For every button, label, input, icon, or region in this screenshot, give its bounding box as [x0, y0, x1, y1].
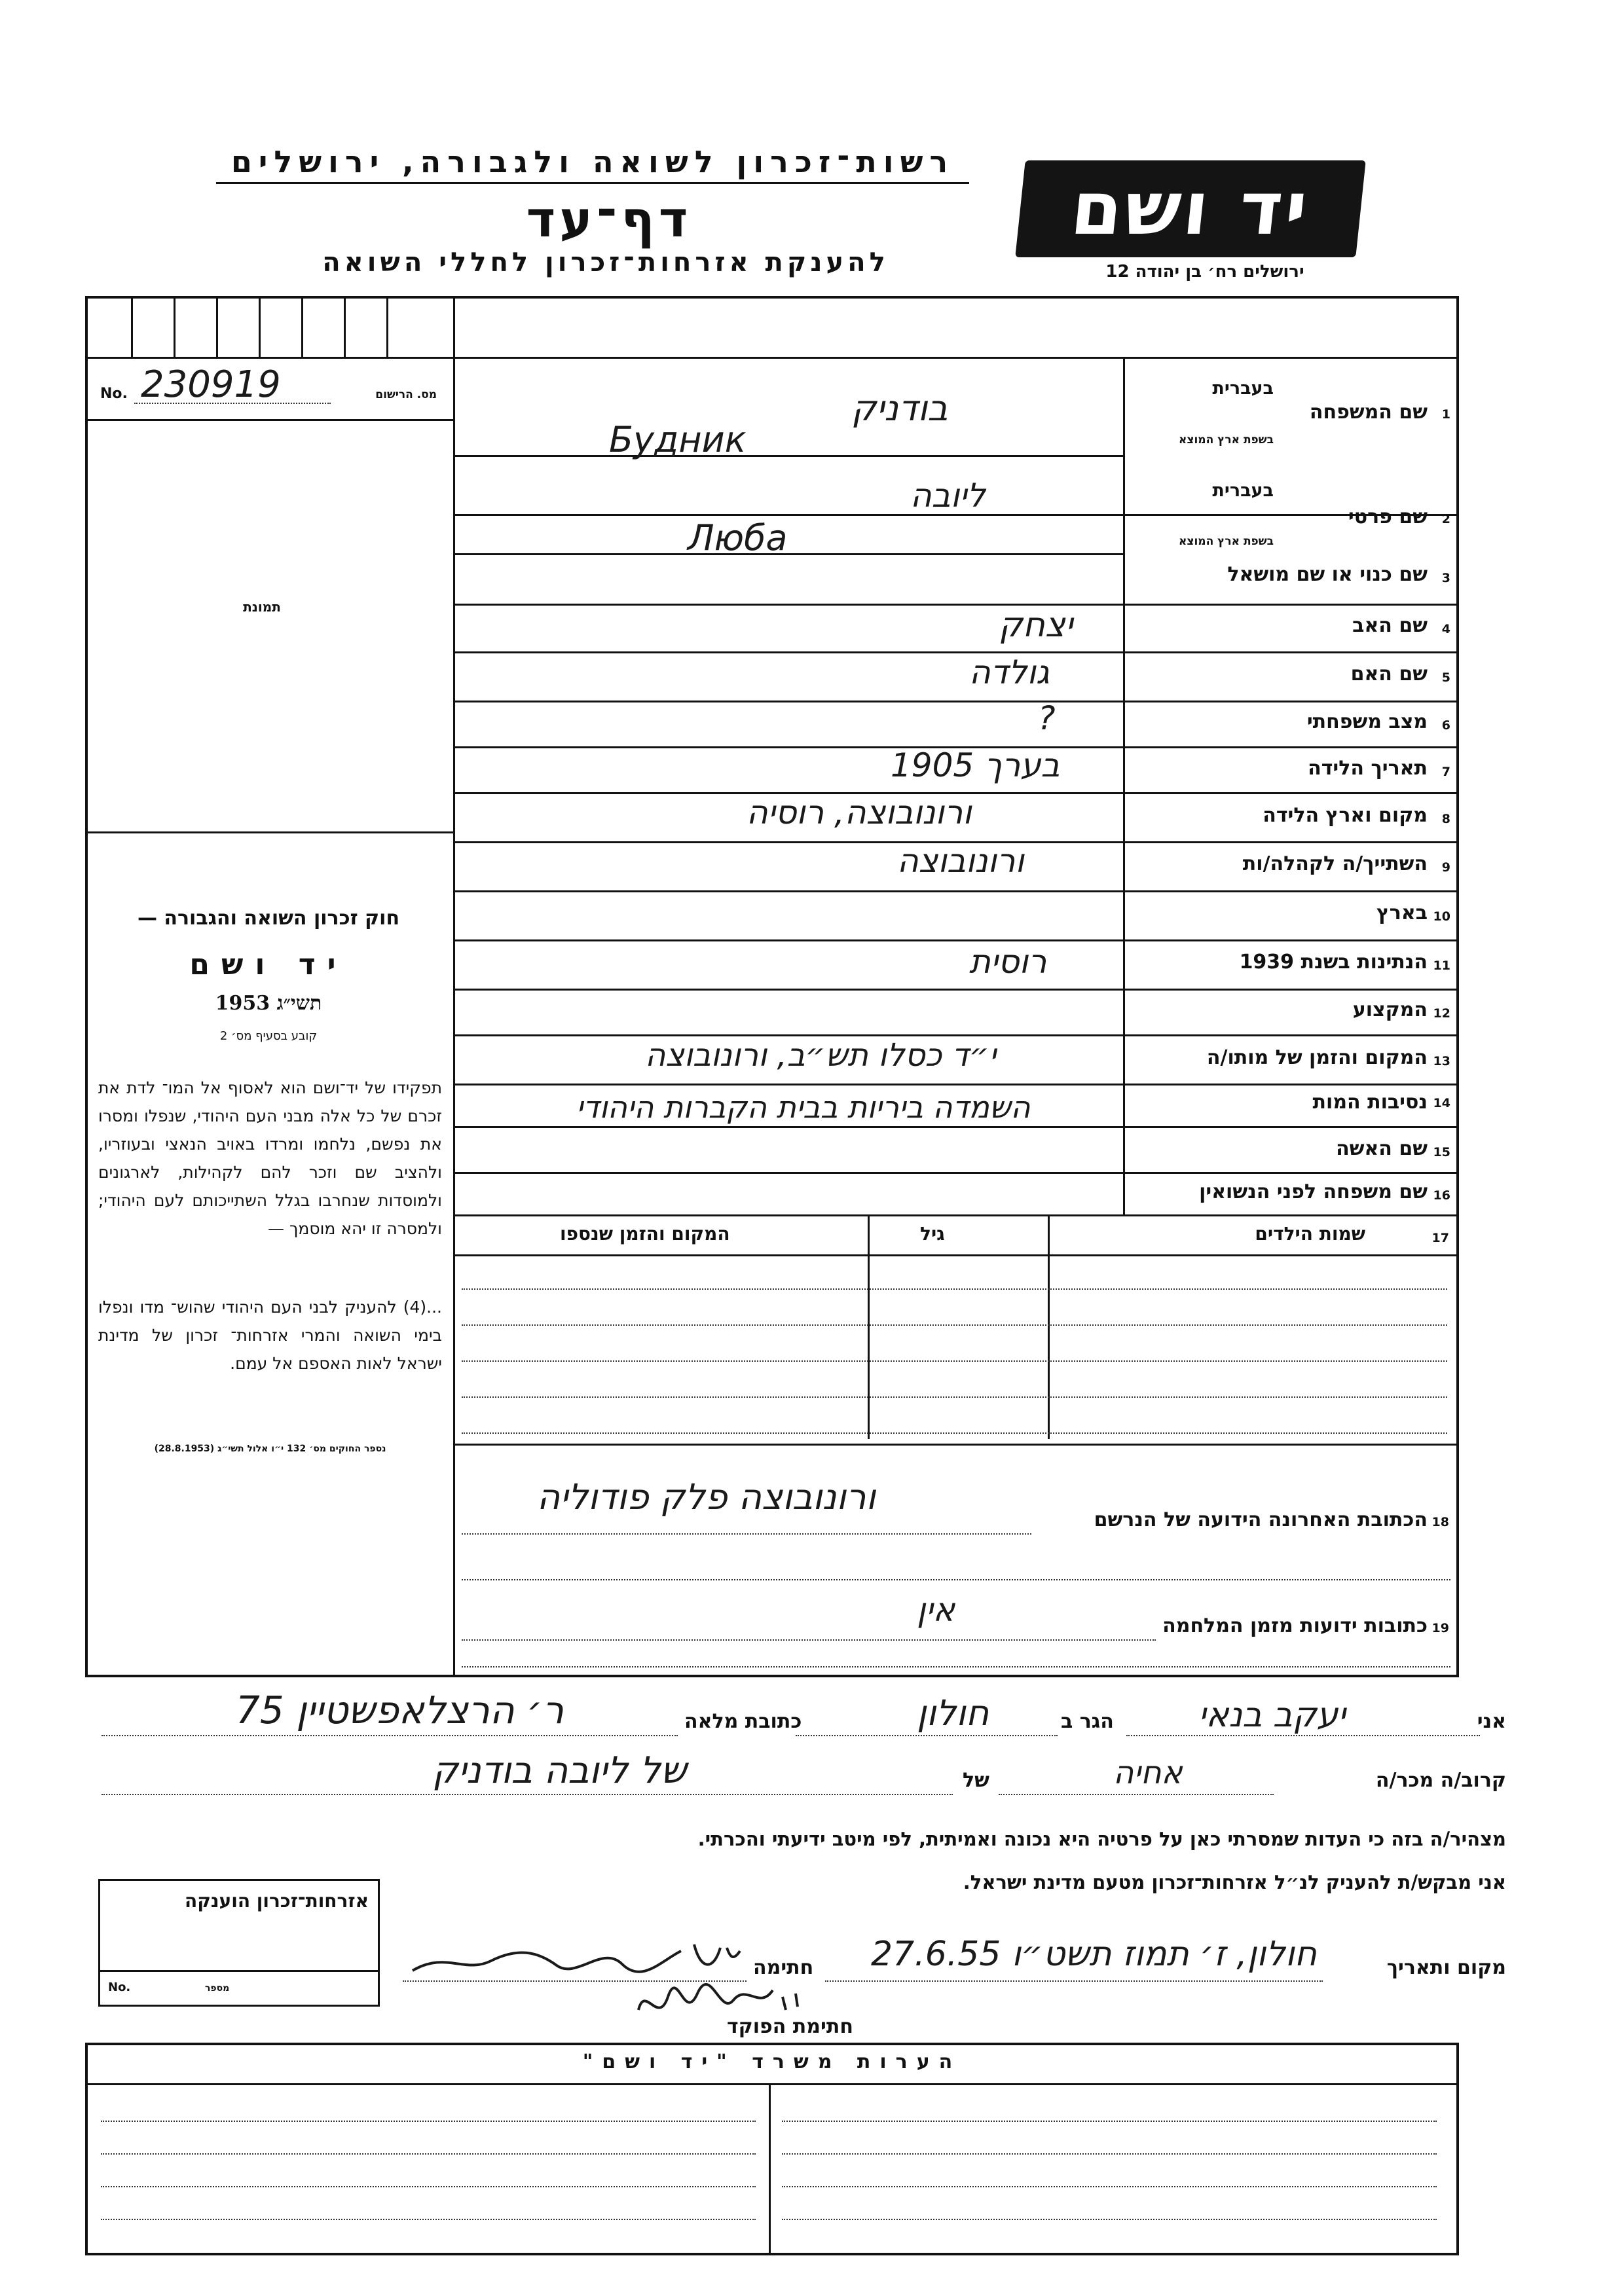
- logo-text: יד ושם: [1067, 166, 1314, 251]
- field-marital-status: [1126, 704, 1457, 743]
- yad-vashem-logo: [1015, 160, 1366, 257]
- field-number: 10: [1433, 909, 1450, 924]
- children-place-header: המקום והזמן שנספו: [560, 1223, 730, 1245]
- field-label: הכתובת האחרונה הידועה של הנרשם: [1094, 1508, 1428, 1531]
- declarant-address: ר׳ הרצלאפשטיין 75: [236, 1688, 564, 1732]
- birth-date-value: בערך 1905: [891, 746, 1060, 784]
- field-number: 11: [1433, 958, 1450, 973]
- officer-signature-label: חתימת הפוקד: [727, 2015, 853, 2038]
- law-section: קובע בסעיף מס׳ 2: [219, 1029, 318, 1043]
- field-number: 12: [1433, 1006, 1450, 1021]
- children-names-header: שמות הילדים: [1255, 1223, 1365, 1245]
- registration-number: [95, 363, 449, 409]
- declaration-request: אני מבקש/ת להעניק לנ״ל אזרחות־זכרון מטעם מדינת ישראל.: [963, 1871, 1506, 1893]
- death-circumstances-value: השמדה ביריות בבית הקברות היהודי: [576, 1089, 1031, 1125]
- mother-name-value: גולדה: [969, 653, 1050, 691]
- wartime-addresses-value: אין: [917, 1591, 955, 1629]
- field-death-circumstances: [1126, 1087, 1457, 1126]
- field-number: 17: [1431, 1231, 1449, 1245]
- family-name-hebrew: בודניק: [851, 388, 948, 429]
- page-subtitle: להענקת אזרחות־זכרון לחללי השואה: [322, 247, 889, 278]
- of-name-value: של ליובה בודניק: [432, 1749, 687, 1792]
- address-label: כתובת מלאה: [684, 1710, 802, 1733]
- field-sublabel-origin: בשפת ארץ המוצא: [1178, 433, 1274, 446]
- field-label: בארץ: [1376, 902, 1428, 924]
- law-year: תשי״ג 1953: [215, 992, 322, 1015]
- field-number: 16: [1433, 1188, 1450, 1203]
- field-death-place-time: [1126, 1040, 1457, 1079]
- field-sublabel-hebrew: בעברית: [1212, 378, 1274, 399]
- last-address-value: ורונובוצה פלק פודוליה: [537, 1476, 876, 1518]
- field-mother-name: [1126, 656, 1457, 695]
- field-first-name: [1126, 458, 1457, 550]
- field-wife-name: [1126, 1131, 1457, 1170]
- field-label: שם משפחה לפני הנשואין: [1199, 1180, 1428, 1203]
- field-nationality-1939: [1126, 944, 1457, 983]
- nationality-value: רוסית: [969, 943, 1047, 981]
- field-label: מקום וארץ הלידה: [1263, 804, 1428, 827]
- field-alias: [1126, 558, 1457, 597]
- birth-place-value: ורונובוצה, רוסיה: [747, 793, 972, 831]
- field-number: 18: [1431, 1515, 1449, 1529]
- death-place-time-value: י״ד כסלו תש״ב, ורונובוצה: [645, 1037, 997, 1074]
- field-wartime-addresses: [455, 1592, 1457, 1645]
- registration-no-label: No.: [100, 386, 128, 402]
- declarant-city: חולון: [917, 1692, 989, 1734]
- field-maiden-name: [1126, 1175, 1457, 1214]
- page-title: דף־עד: [526, 190, 692, 248]
- field-label: השתייך/ה לקהלה/ות: [1242, 852, 1428, 875]
- resides-label: הגר ב: [1061, 1710, 1114, 1733]
- field-number: 7: [1441, 765, 1450, 779]
- photo-label: תמונת: [243, 599, 281, 615]
- field-number: 5: [1441, 670, 1450, 685]
- first-name-origin: Люба: [688, 517, 788, 558]
- registration-label: מס. הרישום: [375, 388, 437, 401]
- stamp-no-label: No.: [108, 1980, 131, 1994]
- logo-address: ירושלים רח׳ בן יהודה 12: [1105, 262, 1304, 282]
- law-footnote: נספר החוקים מס׳ 132 י״ו אלול תשי״ג (28.8.1953): [154, 1444, 386, 1454]
- law-name: יד ושם: [189, 948, 348, 981]
- field-number: 4: [1441, 622, 1450, 636]
- field-community: [1126, 846, 1457, 885]
- field-father-name: [1126, 608, 1457, 647]
- declaration-i: אני: [1477, 1710, 1506, 1733]
- field-occupation: [1126, 992, 1457, 1031]
- stamp-number-label: מספר: [205, 1983, 230, 1994]
- children-table: [455, 1216, 1457, 1478]
- field-number: 9: [1441, 860, 1450, 875]
- field-number: 2: [1441, 512, 1450, 526]
- field-number: 8: [1441, 812, 1450, 826]
- field-number: 3: [1441, 571, 1450, 585]
- declarant-name: יעקב בנאי: [1198, 1696, 1346, 1735]
- place-date-label: מקום ותאריך: [1386, 1956, 1506, 1979]
- registration-number-value: 230919: [141, 363, 281, 406]
- field-number: 14: [1433, 1096, 1450, 1110]
- field-label: שם המשפחה: [1309, 401, 1428, 424]
- field-label: תאריך הלידה: [1308, 757, 1428, 780]
- father-name-value: יצחק: [999, 606, 1073, 645]
- place-date-value: חולון, ז׳ תמוז תשט״ו 27.6.55: [871, 1935, 1317, 1974]
- declaration-statement: מצהיר/ה בזה כי העדות שמסרתי כאן על פרטיה היא נכונה ואמיתית, לפי מיטב ידיעתי והכרתי.: [697, 1828, 1506, 1850]
- stamp-title: אזרחות־זכרון הוענקה: [185, 1890, 369, 1912]
- of-label: של: [963, 1769, 989, 1792]
- officer-signature: [629, 1971, 812, 2030]
- field-number: 19: [1431, 1621, 1449, 1635]
- field-number: 6: [1441, 718, 1450, 733]
- field-label: שם כנוי או שם מושאל: [1227, 563, 1428, 586]
- field-label: שם האב: [1352, 614, 1428, 637]
- field-label: נסיבות המות: [1312, 1091, 1428, 1114]
- field-label: מצב משפחתי: [1306, 710, 1428, 733]
- field-label: כתובות ידועות מזמן המלחמה: [1162, 1614, 1428, 1637]
- law-paragraph-2: ...(4) להעניק לבני העם היהודי שהוש־ מדו ונפלו בימי השואה והמרי אזרחות־ זכרון של מדינת ישראל לאות האספם אל עמם.: [98, 1298, 442, 1373]
- citizenship-stamp-box: [98, 1879, 380, 2007]
- field-number: 13: [1433, 1054, 1450, 1068]
- children-age-header: גיל: [920, 1223, 945, 1245]
- field-label: שם פרטי: [1348, 505, 1428, 528]
- law-paragraph-1: תפקידו של יד־ושם הוא לאסוף אל המו־ לדת את זכרם של כל אלה מבני העם היהודי, שנפלו ומסרו את נפשם, נלחמו ומרדו באויב הנאצי ובעוזריו, ולהציב שם וזכר להם לקהילות, לארגונים ולמוסדות שנחרבו בגלל השתייכותם לעם היהודי; ולמסרה זו יהא מוסמך —: [98, 1078, 442, 1238]
- field-country: [1126, 895, 1457, 934]
- field-label: המקום והזמן של מותו/ה: [1206, 1046, 1428, 1069]
- field-number: 15: [1433, 1145, 1450, 1159]
- community-value: ורונובוצה: [897, 842, 1024, 880]
- org-line: רשות־זכרון לשואה ולגבורה, ירושלים: [216, 144, 969, 184]
- notes-title: הערות משרד "יד ושם": [582, 2050, 962, 2073]
- relation-value: אחיה: [1113, 1755, 1183, 1791]
- relation-label: קרוב/ה מכר/ה: [1375, 1769, 1506, 1792]
- field-label: שם האם: [1350, 663, 1428, 685]
- field-sublabel-origin: בשפת ארץ המוצא: [1178, 535, 1274, 548]
- field-sublabel-hebrew: בעברית: [1212, 481, 1274, 501]
- field-birth-date: [1126, 750, 1457, 790]
- field-number: 1: [1441, 407, 1450, 422]
- field-label: הנתינות בשנת 1939: [1239, 951, 1428, 974]
- first-name-hebrew: ליובה: [910, 477, 986, 515]
- family-name-origin: Будник: [609, 419, 747, 460]
- signature-label: חתימה: [753, 1956, 814, 1979]
- field-label: המקצוע: [1352, 998, 1428, 1021]
- notes-box: [85, 2043, 1459, 2255]
- field-birth-place: [1126, 797, 1457, 837]
- marital-status-value: ?: [1038, 699, 1056, 737]
- law-title: חוק זכרון השואה והגבורה —: [137, 907, 400, 930]
- field-label: שם האשה: [1336, 1137, 1428, 1160]
